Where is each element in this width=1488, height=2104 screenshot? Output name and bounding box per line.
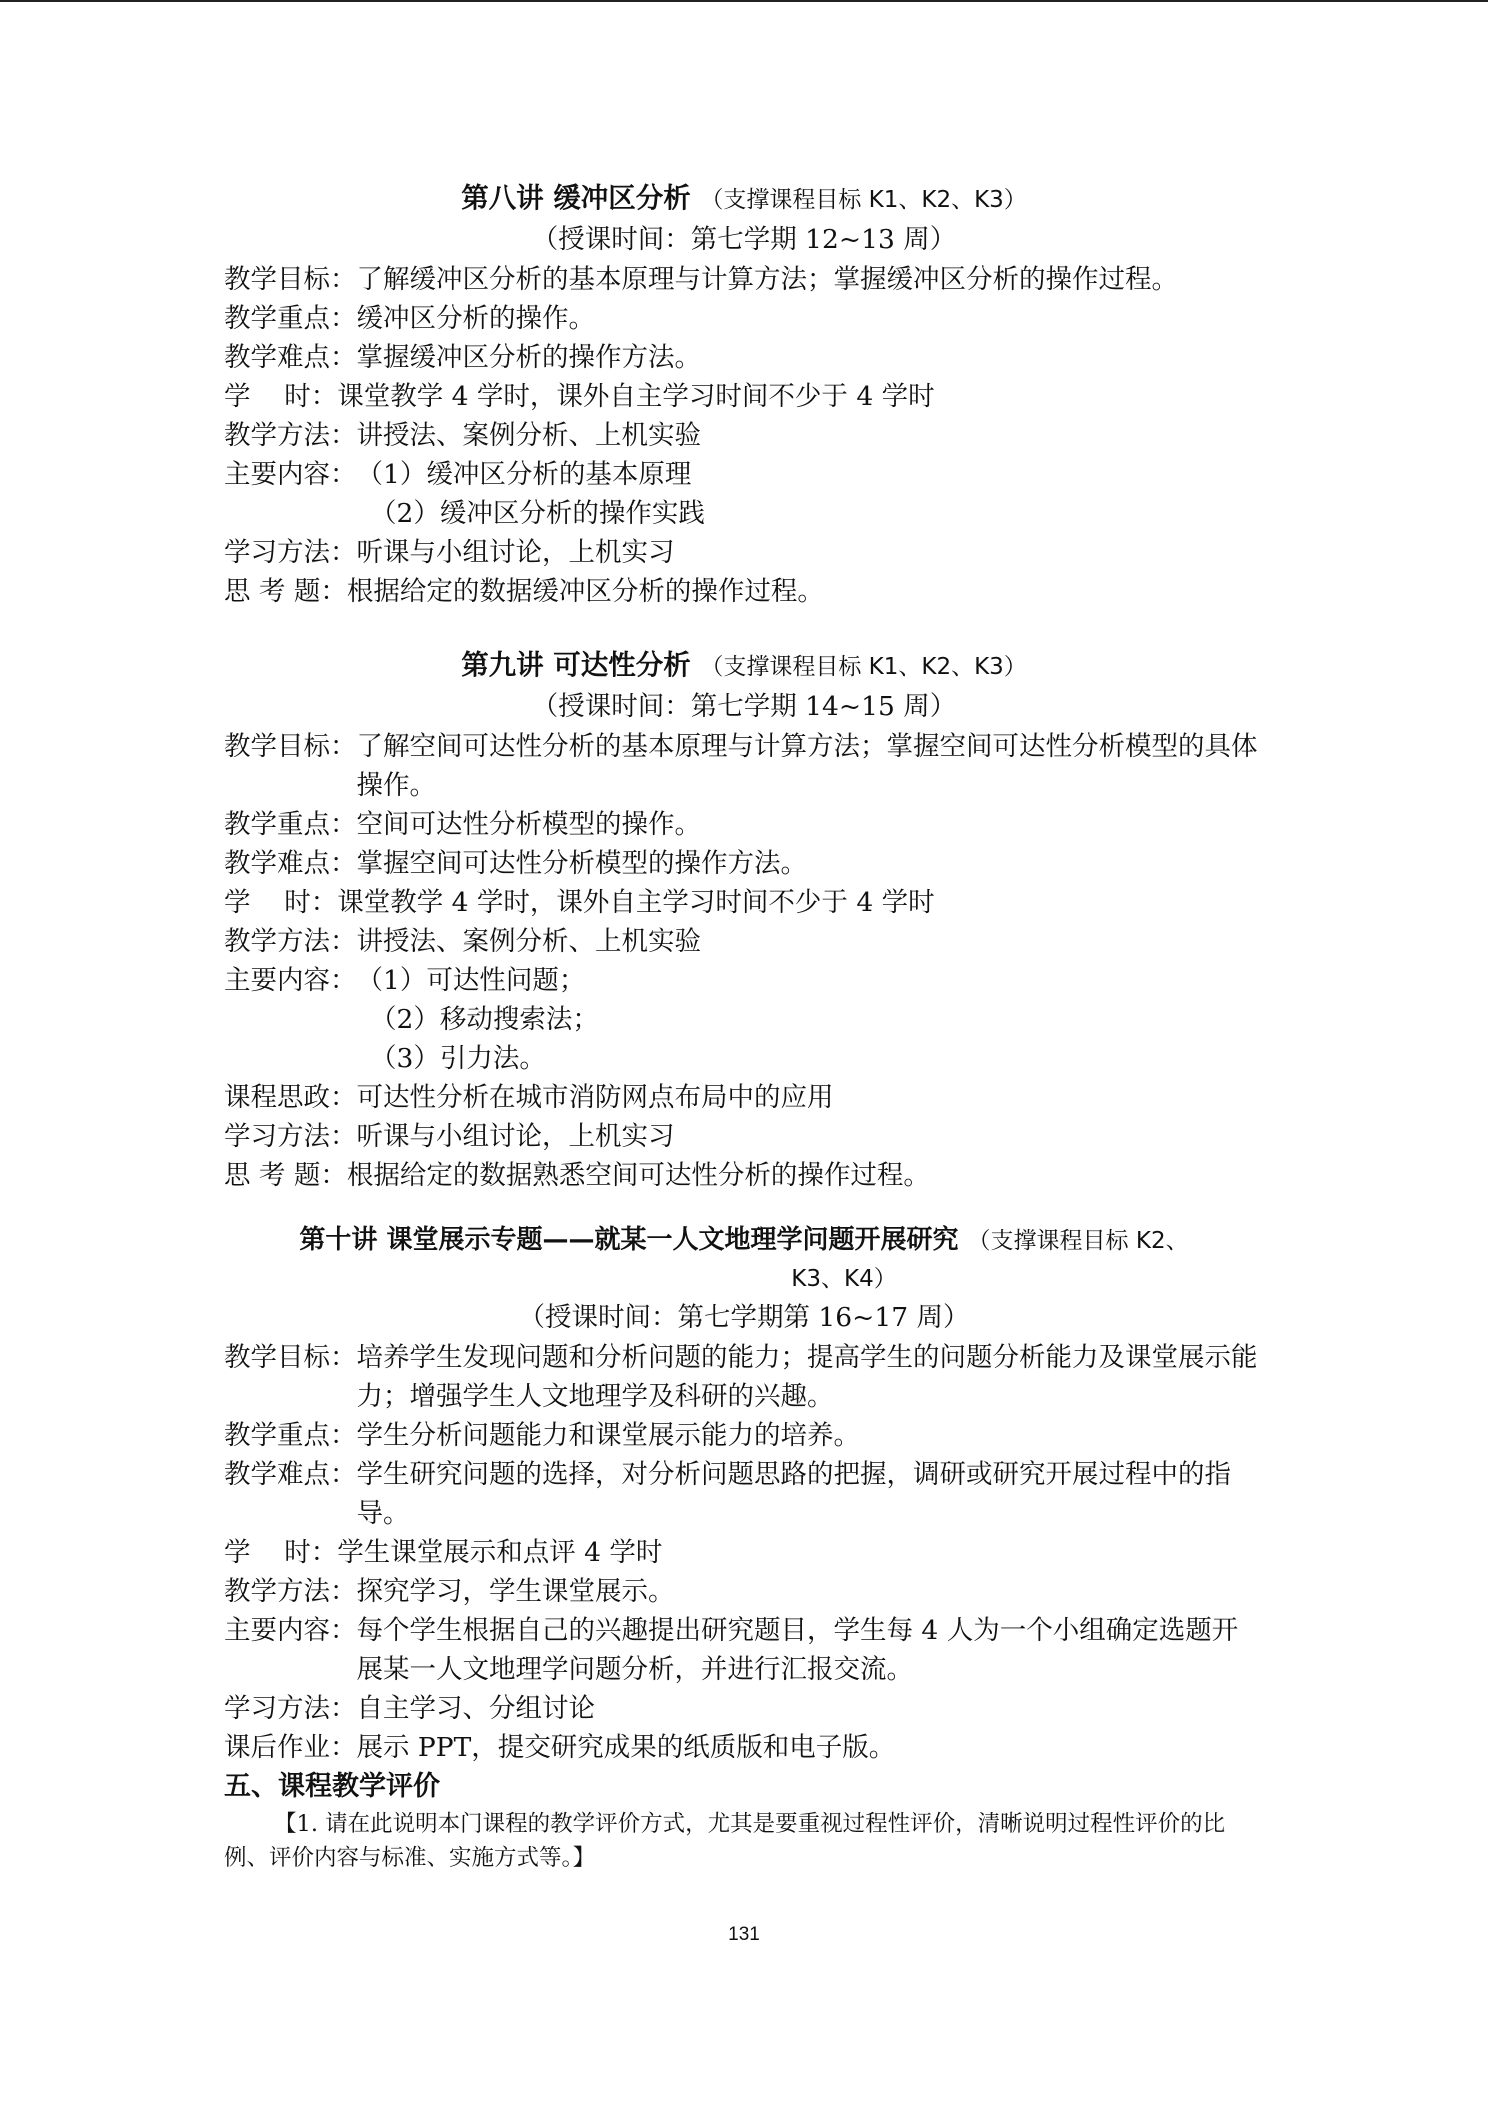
lecture-9-row-study: 学习方法： 听课与小组讨论，上机实习 [224, 1121, 675, 1152]
lecture-8-heading: 第八讲 缓冲区分析 [461, 182, 691, 214]
lecture-9-content-item: （3）引力法。 [370, 1043, 546, 1074]
lecture-8-support: （支撑课程目标 K1、K2、K3） [700, 187, 1027, 213]
lecture-10-row-focus: 教学重点： 学生分析问题能力和课堂展示能力的培养。 [224, 1420, 860, 1451]
lecture-10-row-study: 学习方法： 自主学习、分组讨论 [224, 1693, 595, 1724]
lecture-9-row-goal: 教学目标： 了解空间可达性分析的基本原理与计算方法；掌握空间可达性分析模型的具体操作。 [224, 731, 1258, 801]
lecture-9-support: （支撑课程目标 K1、K2、K3） [700, 654, 1027, 680]
lecture-8-time: （授课时间：第七学期 12~13 周） [531, 224, 957, 255]
lecture-10-title [224, 1221, 1264, 1261]
lecture-9-row-difficulty: 教学难点： 掌握空间可达性分析模型的操作方法。 [224, 848, 807, 879]
lecture-10-support: （支撑课程目标 K2、 [967, 1228, 1189, 1254]
lecture-8-rows [224, 260, 1264, 611]
lecture-9-row-ideology: 课程思政： 可达性分析在城市消防网点布局中的应用 [224, 1082, 834, 1113]
lecture-9-row-hours: 学 时： 课堂教学 4 学时，课外自主学习时间不少于 4 学时 [224, 887, 935, 918]
lecture-8-title [224, 178, 1264, 220]
document-page [224, 178, 1264, 1875]
lecture-9-row-question: 思 考 题： 根据给定的数据熟悉空间可达性分析的操作过程。 [224, 1160, 930, 1191]
lecture-9-time: （授课时间：第七学期 14~15 周） [531, 691, 957, 722]
lecture-10-row-difficulty: 教学难点： 学生研究问题的选择，对分析问题思路的把握，调研或研究开展过程中的指导。 [224, 1459, 1231, 1529]
lecture-8-row-focus: 教学重点： 缓冲区分析的操作。 [224, 303, 595, 334]
lecture-9-title [224, 645, 1264, 687]
lecture-10-row-content: 主要内容： 每个学生根据自己的兴趣提出研究题目，学生每 4 人为一个小组确定选题开展某一人文地理学问题分析，并进行汇报交流。 [224, 1615, 1239, 1685]
lecture-10-row-method: 教学方法： 探究学习，学生课堂展示。 [224, 1576, 675, 1607]
lecture-9-content-item: （2）移动搜索法； [370, 1004, 599, 1035]
lecture-10-rows [224, 1338, 1264, 1767]
section-5-note: 【1. 请在此说明本门课程的教学评价方式，尤其是要重视过程性评价，清晰说明过程性评价的比例、评价内容与标准、实施方式等。】 [224, 1811, 1226, 1871]
lecture-8-content-item: （2）缓冲区分析的操作实践 [370, 498, 705, 529]
lecture-10-row-goal: 教学目标： 培养学生发现问题和分析问题的能力；提高学生的问题分析能力及课堂展示能力；增强学生人文地理学及科研的兴趣。 [224, 1342, 1258, 1412]
lecture-8-row-question: 思 考 题： 根据给定的数据缓冲区分析的操作过程。 [224, 576, 824, 607]
lecture-9-row-focus: 教学重点： 空间可达性分析模型的操作。 [224, 809, 701, 840]
lecture-10-row-hours: 学 时： 学生课堂展示和点评 4 学时 [224, 1537, 663, 1568]
section-5-heading: 五、课程教学评价 [224, 1771, 440, 1802]
lecture-8-row-content: 主要内容： （1）缓冲区分析的基本原理 [224, 459, 692, 490]
lecture-10-row-homework: 课后作业： 展示 PPT，提交研究成果的纸质版和电子版。 [224, 1732, 896, 1763]
lecture-9-rows [224, 727, 1264, 1195]
page-number: 131 [728, 1924, 760, 1945]
lecture-8-row-study: 学习方法： 听课与小组讨论，上机实习 [224, 537, 675, 568]
top-border [0, 0, 1488, 2]
lecture-8-row-goal: 教学目标： 了解缓冲区分析的基本原理与计算方法；掌握缓冲区分析的操作过程。 [224, 264, 1178, 295]
lecture-10-heading: 第十讲 课堂展示专题——就某一人文地理学问题开展研究 [299, 1225, 959, 1255]
lecture-9-heading: 第九讲 可达性分析 [461, 649, 691, 681]
lecture-8-row-difficulty: 教学难点： 掌握缓冲区分析的操作方法。 [224, 342, 701, 373]
lecture-8-row-method: 教学方法： 讲授法、案例分析、上机实验 [224, 420, 701, 451]
lecture-8-row-hours: 学 时： 课堂教学 4 学时，课外自主学习时间不少于 4 学时 [224, 381, 935, 412]
lecture-9-row-content: 主要内容： （1）可达性问题； [224, 965, 586, 996]
lecture-10-support-cont: K3、K4） [791, 1266, 897, 1292]
lecture-9-row-method: 教学方法： 讲授法、案例分析、上机实验 [224, 926, 701, 957]
lecture-10-time: （授课时间：第七学期第 16~17 周） [518, 1302, 970, 1333]
